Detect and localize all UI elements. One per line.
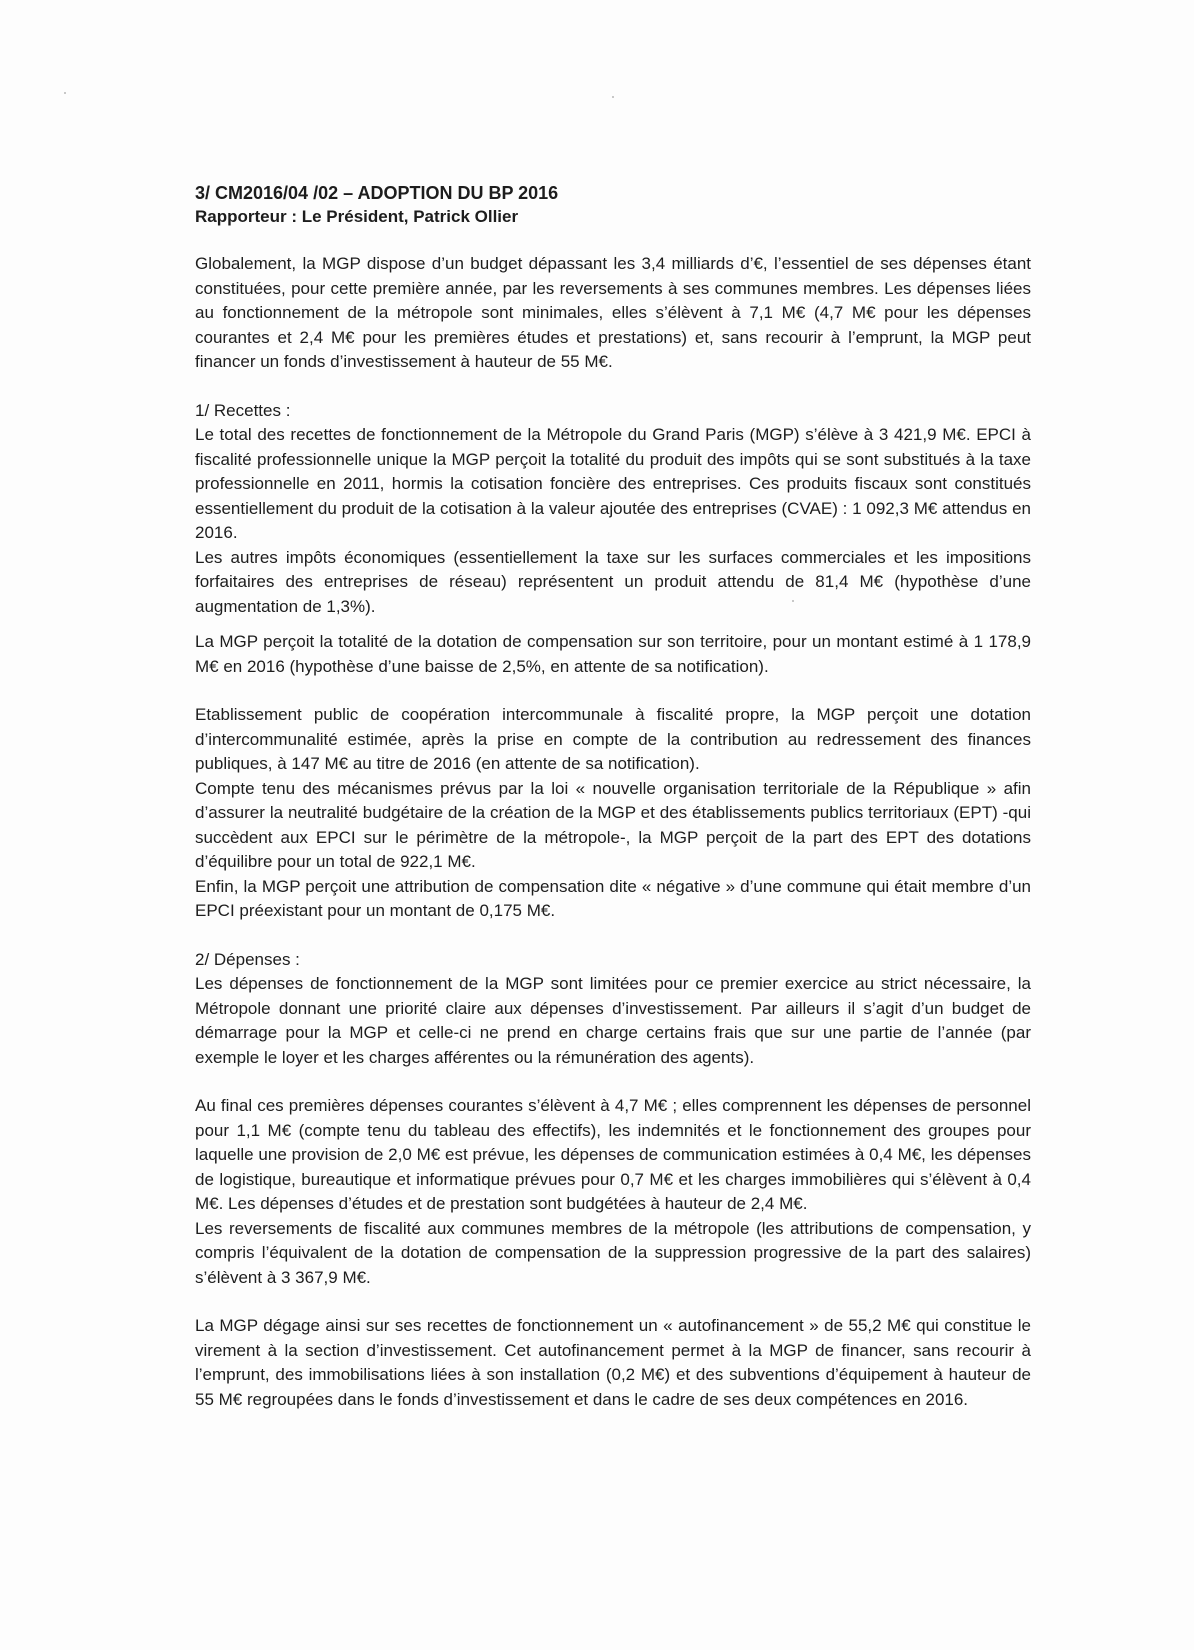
depenses-paragraph-4: La MGP dégage ainsi sur ses recettes de fonctionnement un « autofinancement » de 55,2 M€ qui constitue le virement à la section d’investissement. Cet autofinancement permet à la MGP de financer, sans recourir à l’emprunt, des immobilisations liées à son installation (0,2 M€) et des subventions d’équipement à hauteur de 55 M€ regroupées dans le fonds d’investissement et dans le cadre de ses deux compétences en 2016. <box>195 1316 1031 1409</box>
scan-speck <box>64 92 66 94</box>
reporter-line: Rapporteur : Le Président, Patrick Ollier <box>195 207 519 226</box>
recettes-paragraph-2: Les autres impôts économiques (essentiellement la taxe sur les surfaces commerciales et les impositions forfaitaires des entreprises de réseau) représentent un produit attendu de 81,4 M€ (hypothèse d’une augmentation de 1,3%). <box>195 547 1031 616</box>
recettes-paragraph-4: Etablissement public de coopération intercommunale à fiscalité propre, la MGP perçoit une dotation d’intercommunalité estimée, après la prise en compte de la contribution au redressement des finances publiques, à 147 M€ au titre de 2016 (en attente de sa notification). <box>195 705 1031 773</box>
intro-paragraph: Globalement, la MGP dispose d’un budget dépassant les 3,4 milliards d’€, l’essentiel de ses dépenses étant constituées, pour cette première année, par les reversements à ses communes membres. Les dépenses liées au fonctionnement de la métropole sont minimales, elles s’élèvent à 7,1 M€ (4,7 M€ pour les dépenses courantes et 2,4 M€ pour les premières études et prestations) et, sans recourir à l’emprunt, la MGP peut financer un fonds d’investissement à hauteur de 55 M€. <box>195 254 1031 371</box>
depenses-paragraph-2: Au final ces premières dépenses courantes s’élèvent à 4,7 M€ ; elles comprennent les dépenses de personnel pour 1,1 M€ (compte tenu du tableau des effectifs), les indemnités et le fonctionnement des groupes pour laquelle une provision de 2,0 M€ est prévue, les dépenses de communication estimées à 0,4 M€, les dépenses de logistique, bureautique et informatique prévues pour 0,7 M€ et les charges immobilières qui s’élèvent à 0,4 M€. Les dépenses d’études et de prestation sont budgétées à hauteur de 2,4 M€. <box>195 1096 1031 1213</box>
recettes-paragraph-1: Le total des recettes de fonctionnement de la Métropole du Grand Paris (MGP) s’élève à 3 421,9 M€. EPCI à fiscalité professionnelle unique la MGP perçoit la totalité du produit des impôts qui se sont substitués à la taxe professionnelle en 2011, hormis la cotisation foncière des entreprises. Ces produits fiscaux sont constitués essentiellement du produit de la cotisation à la valeur ajoutée des entreprises (CVAE) : 1 092,3 M€ attendus en 2016. <box>195 425 1031 542</box>
depenses-heading: 2/ Dépenses : <box>195 949 300 969</box>
recettes-heading: 1/ Recettes : <box>195 400 291 420</box>
recettes-paragraph-3: La MGP perçoit la totalité de la dotation de compensation sur son territoire, pour un montant estimé à 1 178,9 M€ en 2016 (hypothèse d’une baisse de 2,5%, en attente de sa notification). <box>195 632 1031 676</box>
recettes-paragraph-6: Enfin, la MGP perçoit une attribution de compensation dite « négative » d’une commune qui était membre d’un EPCI préexistant pour un montant de 0,175 M€. <box>195 876 1031 920</box>
document-body <box>195 181 1031 1412</box>
depenses-paragraph-1: Les dépenses de fonctionnement de la MGP sont limitées pour ce premier exercice au strict nécessaire, la Métropole donnant une priorité claire aux dépenses d’investissement. Par ailleurs il s’agit d’un budget de démarrage pour la MGP et celle-ci ne prend en charge certains frais que sur une partie de l’année (par exemple le loyer et les charges afférentes ou la rémunération des agents). <box>195 974 1031 1067</box>
depenses-paragraph-3: Les reversements de fiscalité aux communes membres de la métropole (les attributions de compensation, y compris l’équivalent de la dotation de compensation de la suppression progressive de la part des salaires) s’élèvent à 3 367,9 M€. <box>195 1218 1031 1287</box>
recettes-paragraph-5: Compte tenu des mécanismes prévus par la loi « nouvelle organisation territoriale de la République » afin d’assurer la neutralité budgétaire de la création de la MGP et des établissements publics territoriaux (EPT) -qui succèdent aux EPCI sur le périmètre de la métropole-, la MGP perçoit de la part des EPT des dotations d’équilibre pour un total de 922,1 M€. <box>195 778 1031 871</box>
scan-speck <box>612 96 614 98</box>
section-title: 3/ CM2016/04 /02 – ADOPTION DU BP 2016 <box>195 183 559 203</box>
